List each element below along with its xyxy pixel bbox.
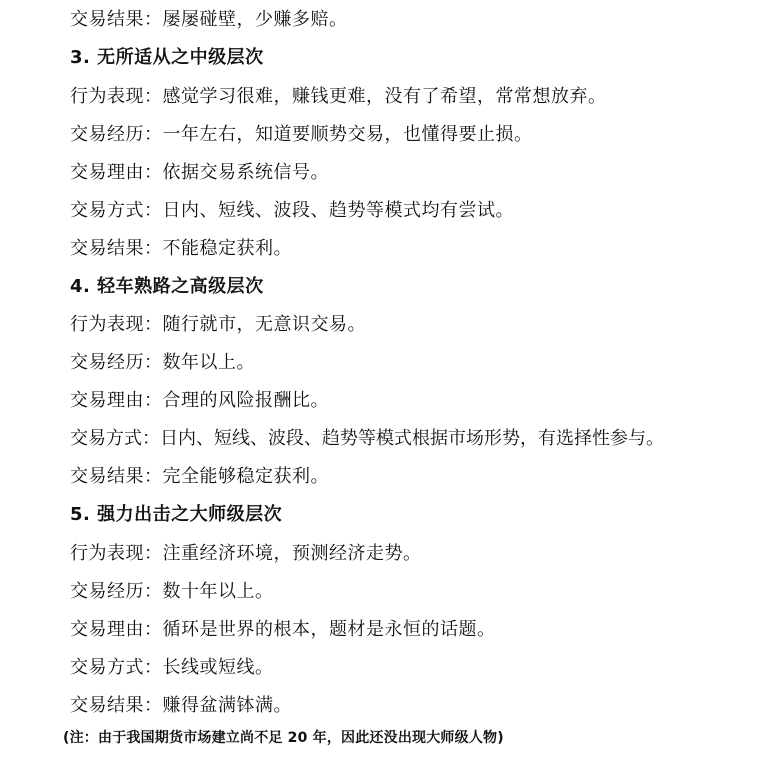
section-heading-3: 3. 无所适从之中级层次 [70,47,264,68]
row-value: 一年左右，知道要顺势交易，也懂得要止损。 [162,124,533,145]
row-label: 交易方式： [70,200,163,221]
row-6 [70,236,292,262]
row-value: 日内、短线、波段、趋势等模式均有尝试。 [162,200,514,221]
row-14 [70,541,422,567]
row-16 [70,617,496,643]
row-label: 交易经历： [70,124,163,145]
row-label: 交易理由： [70,390,163,411]
section-heading-5: 5. 强力出击之大师级层次 [70,504,283,525]
row-label: 交易理由： [70,619,163,640]
row-label: 行为表现： [70,86,163,107]
row-value: 屡屡碰壁，少赚多赔。 [162,9,348,30]
row-label: 交易理由： [70,162,163,183]
row-value: 随行就市，无意识交易。 [162,314,366,335]
row-value: 完全能够稳定获利。 [162,466,329,487]
row-0 [70,7,348,33]
row-11 [70,426,664,452]
row-value: 注重经济环境，预测经济走势。 [162,543,422,564]
row-value: 日内、短线、波段、趋势等模式根据市场形势，有选择性参与。 [160,428,664,449]
row-value: 数十年以上。 [162,581,274,602]
row-value: 感觉学习很难，赚钱更难，没有了希望，常常想放弃。 [162,86,607,107]
row-9 [70,350,255,376]
row-value: 依据交易系统信号。 [162,162,329,183]
row-10 [70,388,329,414]
row-label: 交易经历： [70,581,163,602]
row-5 [70,198,514,224]
row-4 [70,160,329,186]
row-8 [70,312,366,338]
row-label: 交易结果： [70,238,163,259]
row-15 [70,579,274,605]
row-label: 交易方式： [70,428,160,449]
footnote: (注：由于我国期货市场建立尚不足 20 年，因此还没出现大师级人物) [63,730,504,746]
row-2 [70,84,607,110]
row-17 [70,655,274,681]
row-3 [70,122,533,148]
row-value: 合理的风险报酬比。 [162,390,329,411]
row-18 [70,693,292,719]
row-label: 行为表现： [70,543,163,564]
row-label: 交易结果： [70,466,163,487]
row-value: 不能稳定获利。 [162,238,292,259]
row-label: 交易方式： [70,657,163,678]
row-label: 交易经历： [70,352,163,373]
row-value: 循环是世界的根本，题材是永恒的话题。 [162,619,496,640]
section-heading-4: 4. 轻车熟路之高级层次 [70,276,264,297]
row-value: 赚得盆满钵满。 [162,695,292,716]
row-label: 交易结果： [70,9,163,30]
row-label: 交易结果： [70,695,163,716]
row-value: 数年以上。 [162,352,255,373]
row-label: 行为表现： [70,314,163,335]
row-value: 长线或短线。 [162,657,274,678]
row-12 [70,464,329,490]
